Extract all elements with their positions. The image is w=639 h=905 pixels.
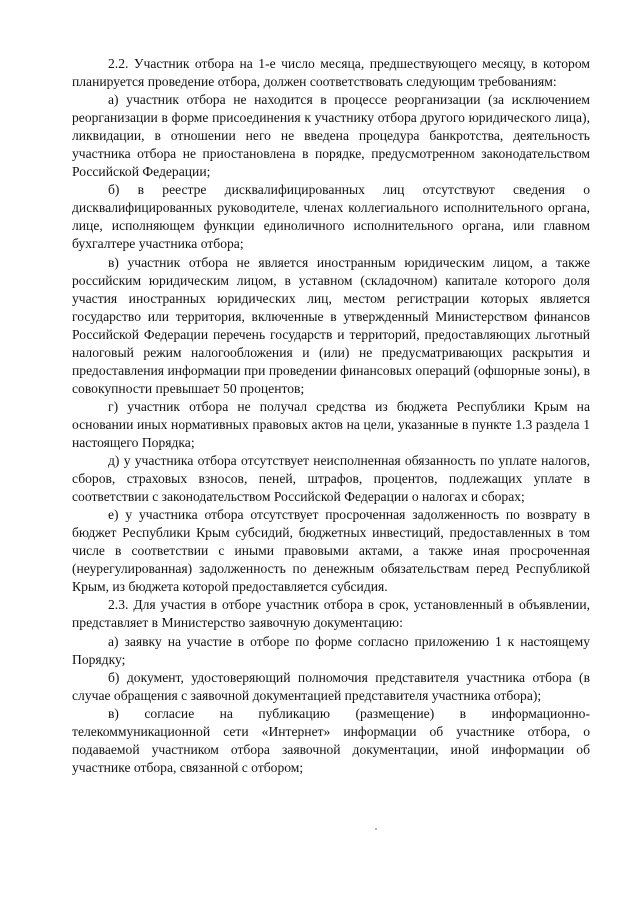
paragraph-2-2-v: в) участник отбора не является иностранным юридическим лицом, а также российским юридическим лицом, в уставном (складочном) капитале которого доля участия иностранных юридических лиц, местом регистрации которых является государство или территория, включенные в утвержденный Министерством финансов Российской Федерации перечень государств и территорий, предоставляющих льготный налоговый режим налогообложения и (или) не предусматривающих раскрытия и предоставления информации при проведении финансовых операций (офшорные зоны), в совокупности превышает 50 процентов; xyxy=(72,254,590,396)
scan-speck xyxy=(375,828,377,830)
document-body xyxy=(72,55,590,777)
paragraph-2-3: 2.3. Для участия в отборе участник отбора в срок, установленный в объявлении, представляет в Министерство заявочную документацию: xyxy=(72,597,590,631)
paragraph-2-2-e: е) у участника отбора отсутствует просроченная задолженность по возврату в бюджет Республики Крым субсидий, бюджетных инвестиций, предоставленных в том числе в соответствии с иными правовыми актами, а также иная просроченная (неурегулированная) задолженность по денежным обязательствам перед Республикой Крым, из бюджета которой предоставляется субсидия. xyxy=(72,507,590,595)
paragraph-2-2-g: г) участник отбора не получал средства из бюджета Республики Крым на основании иных нормативных правовых актов на цели, указанные в пункте 1.3 раздела 1 настоящего Порядка; xyxy=(72,398,590,450)
paragraph-2-2-a: а) участник отбора не находится в процессе реорганизации (за исключением реорганизации в форме присоединения к участнику отбора другого юридического лица), ликвидации, в отношении него не введена процедура банкротства, деятельность участника отбора не приостановлена в порядке, предусмотренном законодательством Российской Федерации; xyxy=(72,92,590,180)
paragraph-2-3-v: в) согласие на публикацию (размещение) в информационно-телекоммуникационной сети «Интернет» информации об участнике отбора, о подаваемой участником отбора заявочной документации, иной информации об участнике отбора, связанной с отбором; xyxy=(72,705,590,775)
paragraph-2-2: 2.2. Участник отбора на 1-е число месяца, предшествующего месяцу, в котором планируется проведение отбора, должен соответствовать следующим требованиям: xyxy=(72,56,590,90)
paragraph-2-3-b: б) документ, удостоверяющий полномочия представителя участника отбора (в случае обращения с заявочной документацией представителя участника отбора); xyxy=(72,669,590,703)
paragraph-2-3-a: а) заявку на участие в отборе по форме согласно приложению 1 к настоящему Порядку; xyxy=(72,633,590,667)
paragraph-2-2-d: д) у участника отбора отсутствует неисполненная обязанность по уплате налогов, сборов, страховых взносов, пеней, штрафов, процентов, подлежащих уплате в соответствии с законодательством Российской Федерации о налогах и сборах; xyxy=(72,453,590,505)
paragraph-2-2-b: б) в реестре дисквалифицированных лиц отсутствуют сведения о дисквалифицированных руководителе, членах коллегиального исполнительного органа, лице, исполняющем функции единоличного исполнительного органа, или главном бухгалтере участника отбора; xyxy=(72,182,590,252)
